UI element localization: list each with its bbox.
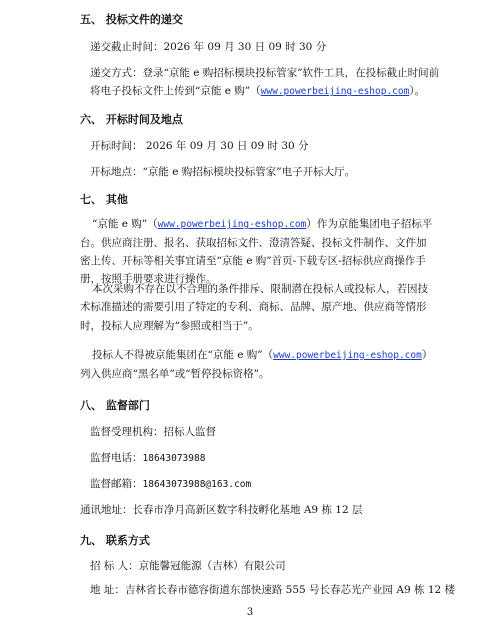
supervision-phone-value: 18643073988	[142, 453, 206, 464]
supervision-email	[90, 475, 440, 494]
other-paragraph-1-b: ）作为京能集团电子招标平台。供应商注册、报名、获取招标文件、澄清答疑、投标文件制作、文件加密上传、开标等相关事宜请至“京能 e 购”首页-下载专区-招标供应商操作手册，按照手册要求进行操作。	[80, 218, 433, 286]
section-5-heading: 五、 投标文件的递交	[80, 13, 183, 26]
section-9-heading: 九、 联系方式	[80, 534, 150, 547]
eshop-link[interactable]: www.powerbeijing-eshop.com	[260, 86, 410, 98]
other-paragraph-1-a: “京能 e 购”（	[92, 218, 158, 230]
supervision-email-label: 监督邮箱：	[90, 478, 143, 490]
contact-tenderer: 招 标 人：京能馨冠能源（吉林）有限公司	[90, 560, 286, 572]
eshop-link[interactable]: www.powerbeijing-eshop.com	[157, 219, 307, 230]
supervision-phone	[90, 449, 440, 468]
submission-method-text-b: ）。	[409, 85, 426, 98]
submission-method	[90, 64, 440, 101]
supervision-phone-label: 监督电话：	[90, 452, 143, 464]
page-number: 3	[246, 607, 254, 618]
submission-method-text-a: 递交方式：登录“京能 e 购招标模块投标管家”软件工具，在投标截止时间前将电子投标文件上传到“京能 e 购”（	[90, 67, 440, 98]
opening-time: 开标时间： 2026 年 09 月 30 日 09 时 30 分	[90, 140, 309, 152]
other-paragraph-3-b: ）列入供应商“黑名单”或“暂停投标资格”。	[80, 349, 433, 380]
supervision-email-value: 18643073988@163.com	[142, 479, 252, 490]
section-7-heading: 七、 其他	[80, 193, 128, 206]
other-paragraph-2: 本次采购不存在以不合理的条件排斥、限制潜在投标人或投标人，若因技术标准描述的需要引用了特定的专利、商标、品牌、原产地、供应商等情形时，投标人应理解为“参照或相当于”。	[80, 283, 428, 332]
supervision-agency: 监督受理机构：招标人监督	[90, 426, 216, 438]
opening-place: 开标地点：“京能 e 购招标模块投标管家”电子开标大厅。	[90, 166, 356, 178]
submission-deadline: 递交截止时间：2026 年 09 月 30 日 09 时 30 分	[90, 41, 327, 53]
other-paragraph-3	[80, 346, 436, 383]
section-6-heading: 六、 开标时间及地点	[80, 113, 183, 126]
eshop-link[interactable]: www.powerbeijing-eshop.com	[273, 350, 422, 361]
other-paragraph-1	[80, 215, 436, 289]
contact-address: 地 址：吉林省长春市德容街道东部快速路 555 号长春芯光产业园 A9 栋 12 楼	[90, 584, 456, 596]
supervision-address: 通讯地址：长春市净月高新区数字科技孵化基地 A9 栋 12 层	[80, 504, 363, 516]
other-paragraph-3-a: 投标人不得被京能集团在“京能 e 购”（	[92, 349, 274, 361]
section-8-heading: 八、 监督部门	[80, 399, 150, 412]
